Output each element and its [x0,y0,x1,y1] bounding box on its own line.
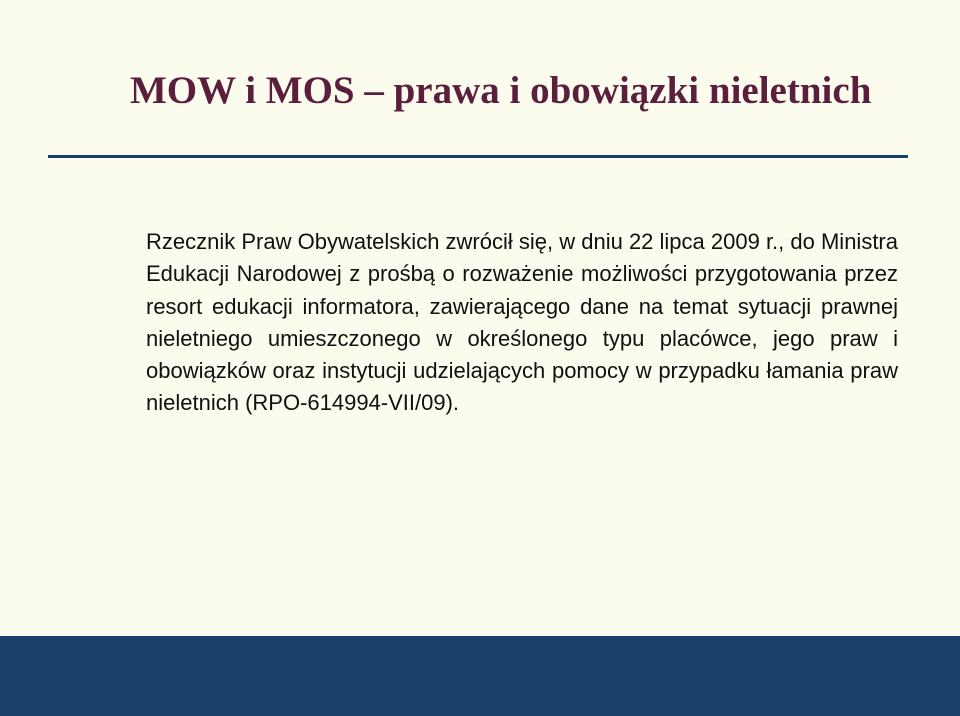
footer-band [0,636,960,716]
slide-title: MOW i MOS – prawa i obowiązki nieletnich [130,69,872,112]
slide-body-text: Rzecznik Praw Obywatelskich zwrócił się, w dniu 22 lipca 2009 r., do Ministra Edukacji Narodowej z prośbą o rozważenie możliwości przygotowania przez resort edukacji informatora, zawierającego dane na temat sytuacji prawnej nieletniego umieszczonego w określonego typu placówce, jego praw i obowiązków oraz instytucji udzielających pomocy w przypadku łamania praw nieletnich (RPO-614994-VII/09). [146,229,898,416]
title-divider [48,155,908,158]
